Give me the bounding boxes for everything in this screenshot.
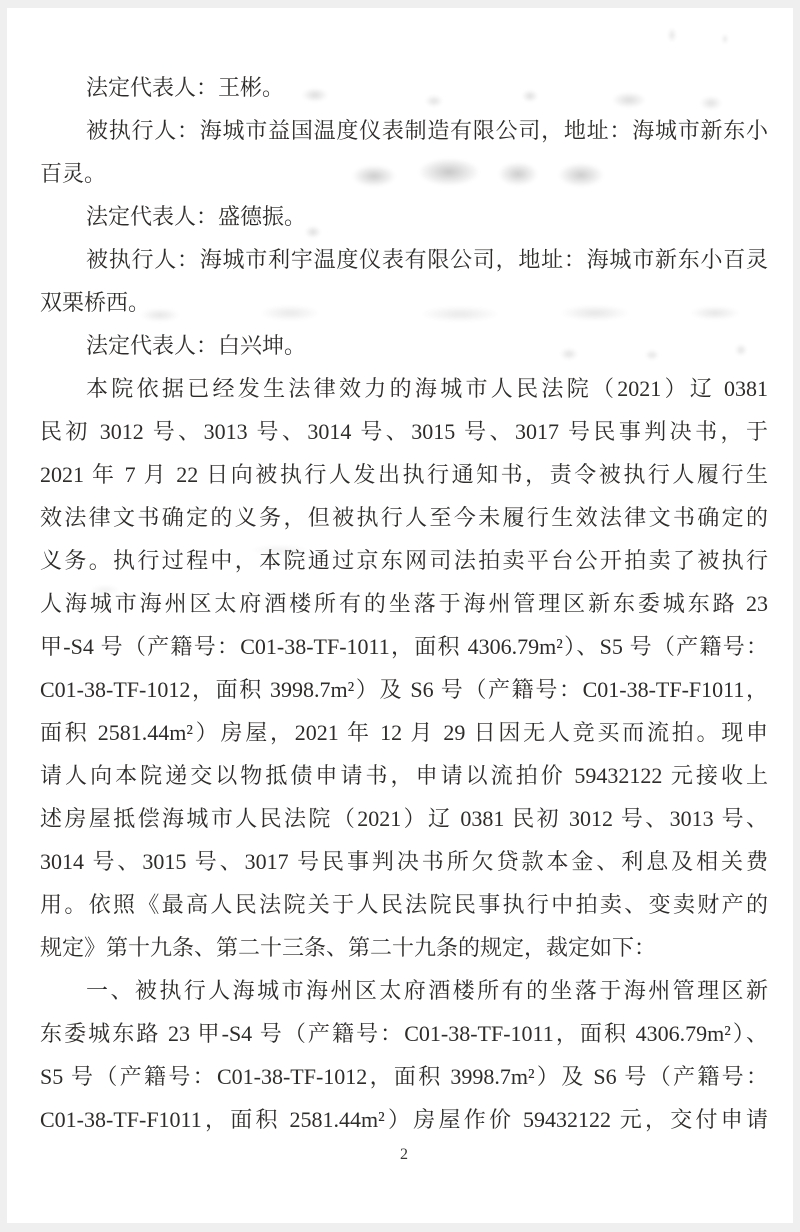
page-number: 2 (400, 1146, 408, 1163)
document-line: 被执行人：海城市益国温度仪表制造有限公司，地址：海城市新东小 (86, 118, 768, 143)
document-line: 法定代表人：王彬。 (86, 75, 285, 100)
document-line: 用。依照《最高人民法院关于人民法院民事执行中拍卖、变卖财产的 (40, 892, 768, 917)
document-line: 法定代表人：白兴坤。 (86, 333, 307, 358)
document-line: 法定代表人：盛德振。 (86, 204, 307, 229)
document-line: 甲-S4 号（产籍号：C01-38-TF-1011，面积 4306.79m²）、S5 号（产籍号： (40, 634, 768, 659)
document-line: 述房屋抵偿海城市人民法院（2021）辽 0381 民初 3012 号、3013 号、 (40, 806, 768, 831)
document-line: 规定》第十九条、第二十三条、第二十九条的规定，裁定如下： (40, 935, 657, 960)
document-line: 本院依据已经发生法律效力的海城市人民法院（2021）辽 0381 (86, 376, 768, 401)
document-line: S5 号（产籍号：C01-38-TF-1012，面积 3998.7m²）及 S6 号（产籍号： (40, 1064, 768, 1089)
document-line: 效法律文书确定的义务，但被执行人至今未履行生效法律文书确定的 (40, 505, 768, 530)
document-line: 请人向本院递交以物抵债申请书，申请以流拍价 59432122 元接收上 (40, 763, 768, 788)
document-line: C01-38-TF-F1011，面积 2581.44m²）房屋作价 59432122 元，交付申请 (40, 1107, 768, 1132)
document-line: 人海城市海州区太府酒楼所有的坐落于海州管理区新东委城东路 23 (40, 591, 768, 616)
document-line: 3014 号、3015 号、3017 号民事判决书所欠贷款本金、利息及相关费 (40, 849, 768, 874)
document-body-text (40, 66, 768, 1167)
document-line: 双栗桥西。 (40, 290, 151, 315)
document-page (7, 8, 793, 1223)
document-line: 百灵。 (40, 161, 107, 186)
document-line: 2021 年 7 月 22 日向被执行人发出执行通知书，责令被执行人履行生 (40, 462, 768, 487)
document-line: 东委城东路 23 甲-S4 号（产籍号：C01-38-TF-1011，面积 4306.79m²）、 (40, 1021, 768, 1046)
document-line: 民初 3012 号、3013 号、3014 号、3015 号、3017 号民事判决书，于 (40, 419, 768, 444)
document-line: C01-38-TF-1012，面积 3998.7m²）及 S6 号（产籍号：C01-38-TF-F1011， (40, 677, 768, 702)
document-line: 一、被执行人海城市海州区太府酒楼所有的坐落于海州管理区新 (86, 978, 768, 1003)
document-line: 面积 2581.44m²）房屋，2021 年 12 月 29 日因无人竞买而流拍。现申 (40, 720, 768, 745)
document-line: 义务。执行过程中，本院通过京东网司法拍卖平台公开拍卖了被执行 (40, 548, 768, 573)
document-line: 被执行人：海城市利宇温度仪表有限公司，地址：海城市新东小百灵 (86, 247, 768, 272)
